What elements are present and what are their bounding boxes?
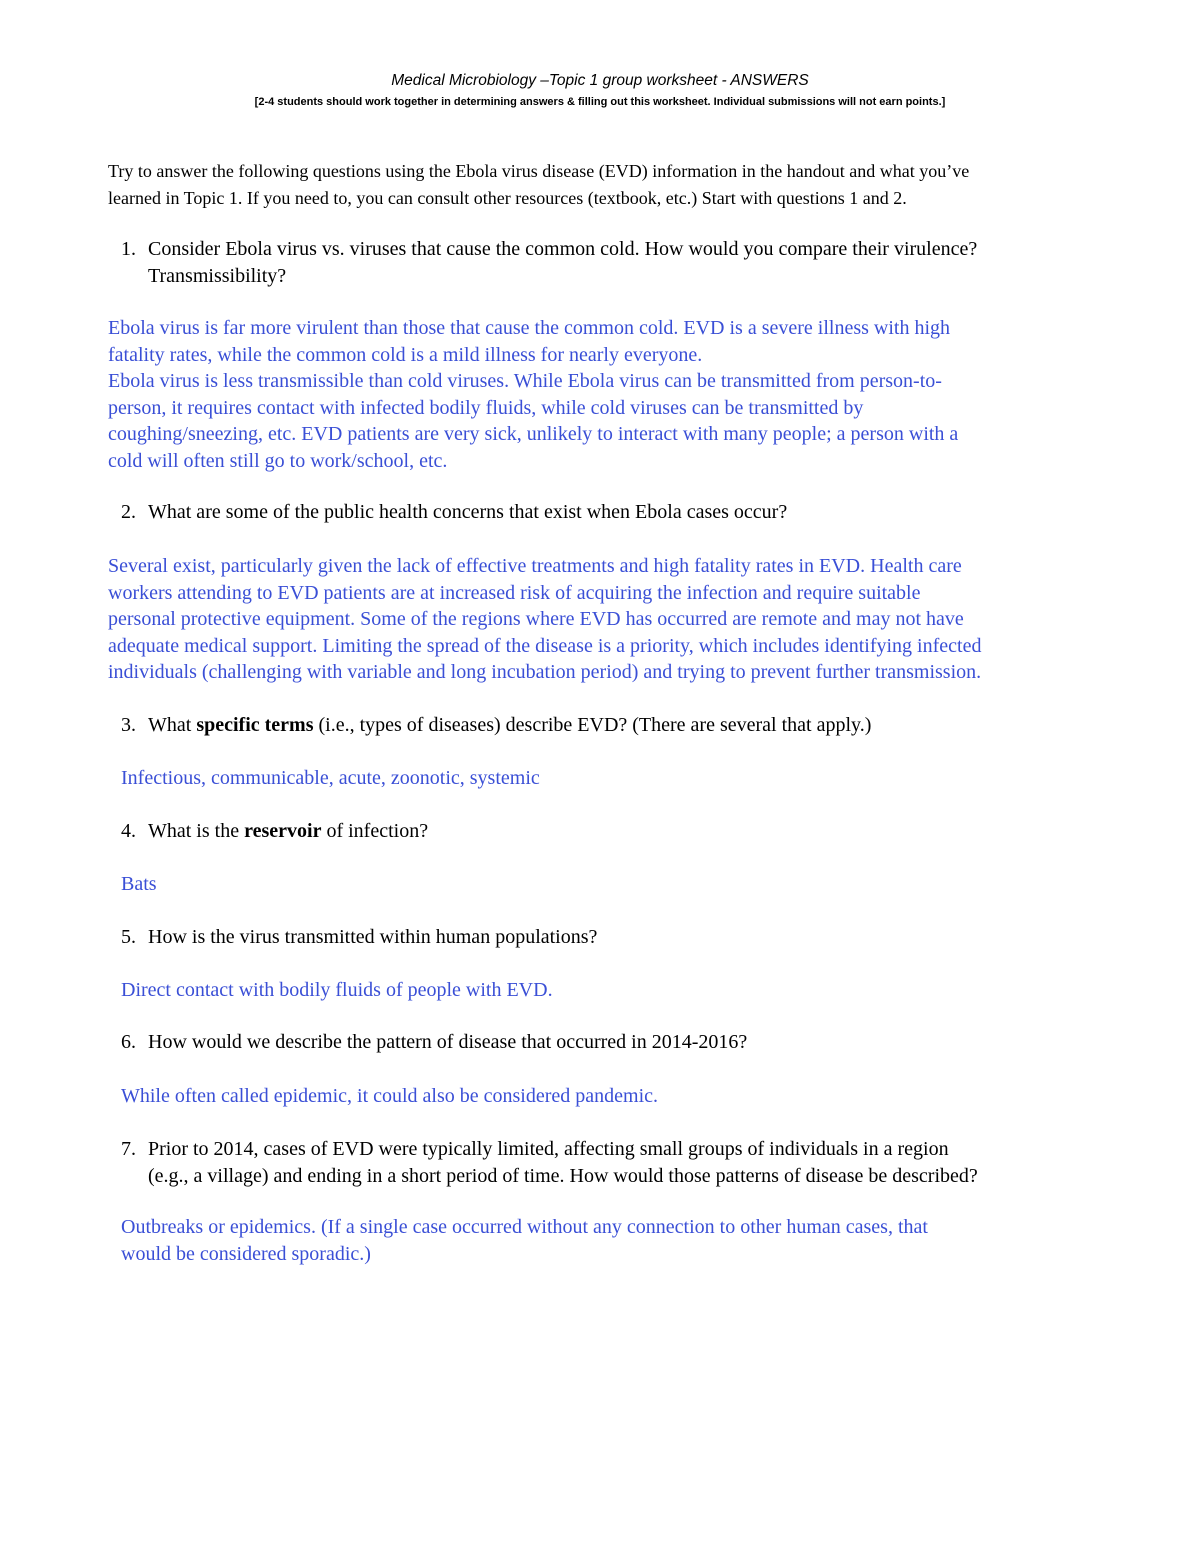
key-term: specific terms	[196, 714, 314, 736]
answer-line: Outbreaks or epidemics. (If a single case occurred without any connection to other human cases, that	[121, 1216, 928, 1238]
question-text: How is the virus transmitted within human populations?	[148, 926, 598, 948]
answer-4	[121, 871, 1111, 898]
question-text: What are some of the public health concerns that exist when Ebola cases occur?	[148, 501, 788, 523]
question-number: 3.	[121, 714, 136, 736]
question-3	[121, 712, 1111, 739]
answer-3	[121, 765, 1111, 792]
question-4	[121, 818, 1111, 845]
intro-line: learned in Topic 1. If you need to, you can consult other resources (textbook, etc.) Start with questions 1 and 2.	[108, 187, 907, 208]
question-text-continued: Transmissibility?	[148, 265, 287, 287]
question-number: 7.	[121, 1138, 136, 1160]
answer-line: personal protective equipment. Some of the regions where EVD has occurred are remote and may not have	[108, 608, 964, 630]
page-title: Medical Microbiology –Topic 1 group worksheet - ANSWERS	[391, 72, 809, 89]
question-text	[148, 714, 871, 736]
answer-2	[108, 553, 1098, 686]
question-2	[121, 499, 1111, 526]
answer-line: workers attending to EVD patients are at increased risk of acquiring the infection and require suitable	[108, 581, 921, 604]
question-number: 4.	[121, 820, 136, 842]
question-6	[121, 1029, 1111, 1056]
question-number: 5.	[121, 926, 136, 948]
answer-line: cold will often still go to work/school, etc.	[108, 449, 448, 472]
question-text-start: What	[148, 714, 197, 736]
question-1	[121, 236, 1111, 290]
question-5	[121, 924, 1111, 951]
answer-line: Ebola virus is far more virulent than those that cause the common cold. EVD is a severe illness with high	[108, 317, 951, 339]
answer-line: Infectious, communicable, acute, zoonotic, systemic	[121, 767, 540, 789]
answer-line: adequate medical support. Limiting the spread of the disease is a priority, which includes identifying infected	[108, 634, 982, 657]
question-text	[148, 820, 428, 842]
question-number: 1.	[121, 238, 136, 260]
question-7	[121, 1136, 1111, 1190]
answer-6	[121, 1083, 1111, 1110]
question-text-start: What is the	[148, 820, 245, 842]
question-text-continued: (e.g., a village) and ending in a short period of time. How would those patterns of disease be described?	[148, 1165, 978, 1187]
answer-line: Several exist, particularly given the lack of effective treatments and high fatality rates in EVD. Health care	[108, 555, 962, 577]
question-text-end: of infection?	[321, 820, 429, 842]
answer-line: person, it requires contact with infected bodily fluids, while cold viruses can be transmitted by	[108, 396, 864, 419]
instructions-note: [2-4 students should work together in determining answers & filling out this worksheet. Individual submissions will not earn points.]	[254, 96, 946, 108]
question-text-end: (i.e., types of diseases) describe EVD? (There are several that apply.)	[313, 714, 872, 736]
answer-5	[121, 977, 1111, 1004]
key-term: reservoir	[244, 820, 322, 842]
answer-line: individuals (challenging with variable and long incubation period) and trying to prevent further transmission.	[108, 661, 982, 683]
answer-line: Ebola virus is less transmissible than cold viruses. While Ebola virus can be transmitted from person-to-	[108, 370, 942, 392]
question-text: How would we describe the pattern of disease that occurred in 2014-2016?	[148, 1031, 748, 1053]
answer-line: Direct contact with bodily fluids of people with EVD.	[121, 979, 553, 1001]
intro-paragraph	[108, 158, 1098, 211]
answer-line: Bats	[121, 873, 157, 895]
question-number: 2.	[121, 501, 136, 523]
answer-line: coughing/sneezing, etc. EVD patients are very sick, unlikely to interact with many people; a person with a	[108, 423, 959, 445]
answer-line: While often called epidemic, it could also be considered pandemic.	[121, 1085, 659, 1107]
answer-1	[108, 315, 1098, 474]
answer-7	[121, 1214, 1111, 1267]
answer-line: would be considered sporadic.)	[121, 1242, 371, 1265]
question-text: Prior to 2014, cases of EVD were typically limited, affecting small groups of individuals in a region	[148, 1138, 949, 1160]
question-text: Consider Ebola virus vs. viruses that cause the common cold. How would you compare their virulence?	[148, 238, 978, 260]
answer-line: fatality rates, while the common cold is a mild illness for nearly everyone.	[108, 343, 703, 366]
intro-line: Try to answer the following questions using the Ebola virus disease (EVD) information in the handout and what you’ve	[108, 161, 970, 181]
question-number: 6.	[121, 1031, 136, 1053]
